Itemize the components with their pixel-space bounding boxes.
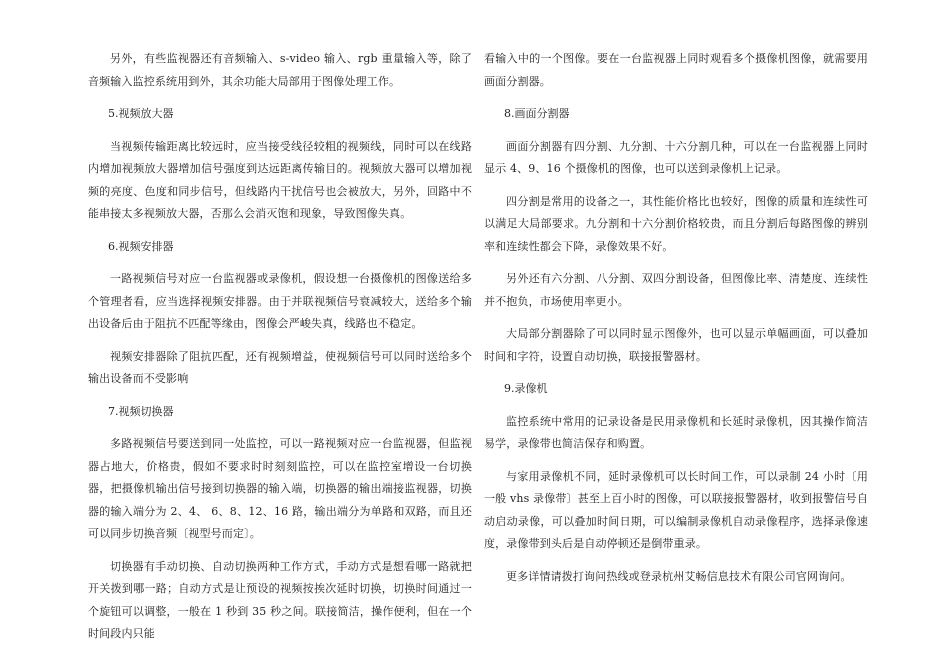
- paragraph-monitor-audio: 另外，有些监视器还有音频输入、s-video 输入、rgb 重量输入等，除了音频输入监控系统用到外，其余功能大局部用于图像处理工作。: [88, 52, 472, 88]
- left-column: [88, 48, 472, 656]
- paragraph-video-distributor-1: 一路视频信号对应一台监视器或录像机，假设想一台摄像机的图像送给多个管理者看，应当选择视频安排器。由于并联视频信号衰减较大，送给多个输出设备后由于阻抗不匹配等缘由，图像会严峻失真，线路也不稳定。: [88, 272, 472, 330]
- paragraph-splitter-1: 画面分割器有四分割、九分割、十六分割几种，可以在一台监视器上同时显示 4、9、16 个摄像机的图像，也可以送到录像机上记录。: [484, 139, 868, 175]
- paragraph-splitter-4: 大局部分割器除了可以同时显示图像外，也可以显示单幅画面，可以叠加时间和字符，设置自动切换，联接报警器材。: [484, 327, 868, 363]
- paragraph-switcher-continued: 看输入中的一个图像。要在一台监视器上同时观看多个摄像机图像，就需要用画面分割器。: [484, 52, 868, 88]
- paragraph-video-switcher-1: 多路视频信号要送到同一处监控，可以一路视频对应一台监视器，但监视器占地大，价格贵，假如不要求时时刻刻监控，可以在监控室增设一台切换器，把摄像机输出信号接到切换器的输入端，切换器的输出端接监视器，切换器的输入端分为 2、4、 6、8、12、16 路，输出端分为单路和双路，而且还可以同步切换音频〔视型号而定〕。: [88, 437, 472, 540]
- heading-video-recorder: 9.录像机: [504, 382, 548, 395]
- paragraph-video-distributor-2: 视频安排器除了阻抗匹配，还有视频增益，使视频信号可以同时送给多个输出设备而不受影响: [88, 349, 472, 385]
- paragraph-video-amplifier: 当视频传输距离比较远时，应当接受线径较粗的视频线，同时可以在线路内增加视频放大器增加信号强度到达远距离传输目的。视频放大器可以增加视频的亮度、色度和同步信号，但线路内干扰信号也会被放大，另外，回路中不能串接太多视频放大器，否那么会消灭饱和现象，导致图像失真。: [88, 139, 472, 220]
- paragraph-contact: 更多详情请拨打询问热线或登录杭州艾畅信息技术有限公司官网询问。: [506, 569, 852, 583]
- right-column: [484, 48, 868, 598]
- heading-video-distributor: 6.视频安排器: [108, 239, 174, 253]
- heading-video-switcher: 7.视频切换器: [108, 404, 174, 418]
- heading-screen-splitter: 8.画面分割器: [504, 107, 570, 120]
- heading-video-amplifier: 5.视频放大器: [108, 107, 174, 120]
- paragraph-video-switcher-2: 切换器有手动切换、自动切换两种工作方式，手动方式是想看哪一路就把开关拨到哪一路；自动方式是让预设的视频按挨次延时切换，切换时间通过一个旋钮可以调整，一般在 1 秒到 35 秒之间。联接简洁，操作便利，但在一个时间段内只能: [88, 559, 472, 640]
- paragraph-recorder-1: 监控系统中常用的记录设备是民用录像机和长延时录像机，因其操作简洁易学，录像带也简洁保存和购置。: [484, 414, 868, 450]
- paragraph-recorder-2: 与家用录像机不同，延时录像机可以长时间工作，可以录制 24 小时〔用一般 vhs 录像带〕甚至上百小时的图像，可以联接报警器材，收到报警信号自动启动录像，可以叠加时间日期，可以编制录像机自动录像程序，选择录像速度，录像带到头后是自动停顿还是倒带重录。: [484, 469, 868, 550]
- paragraph-splitter-2: 四分割是常用的设备之一，其性能价格比也较好，图像的质量和连续性可以满足大局部要求。九分割和十六分割价格较贵，而且分割后每路图像的辨别率和连续性都会下降，录像效果不好。: [484, 194, 868, 253]
- paragraph-splitter-3: 另外还有六分割、八分割、双四分割设备，但图像比率、清楚度、连续性并不抱负，市场使用率更小。: [484, 272, 868, 308]
